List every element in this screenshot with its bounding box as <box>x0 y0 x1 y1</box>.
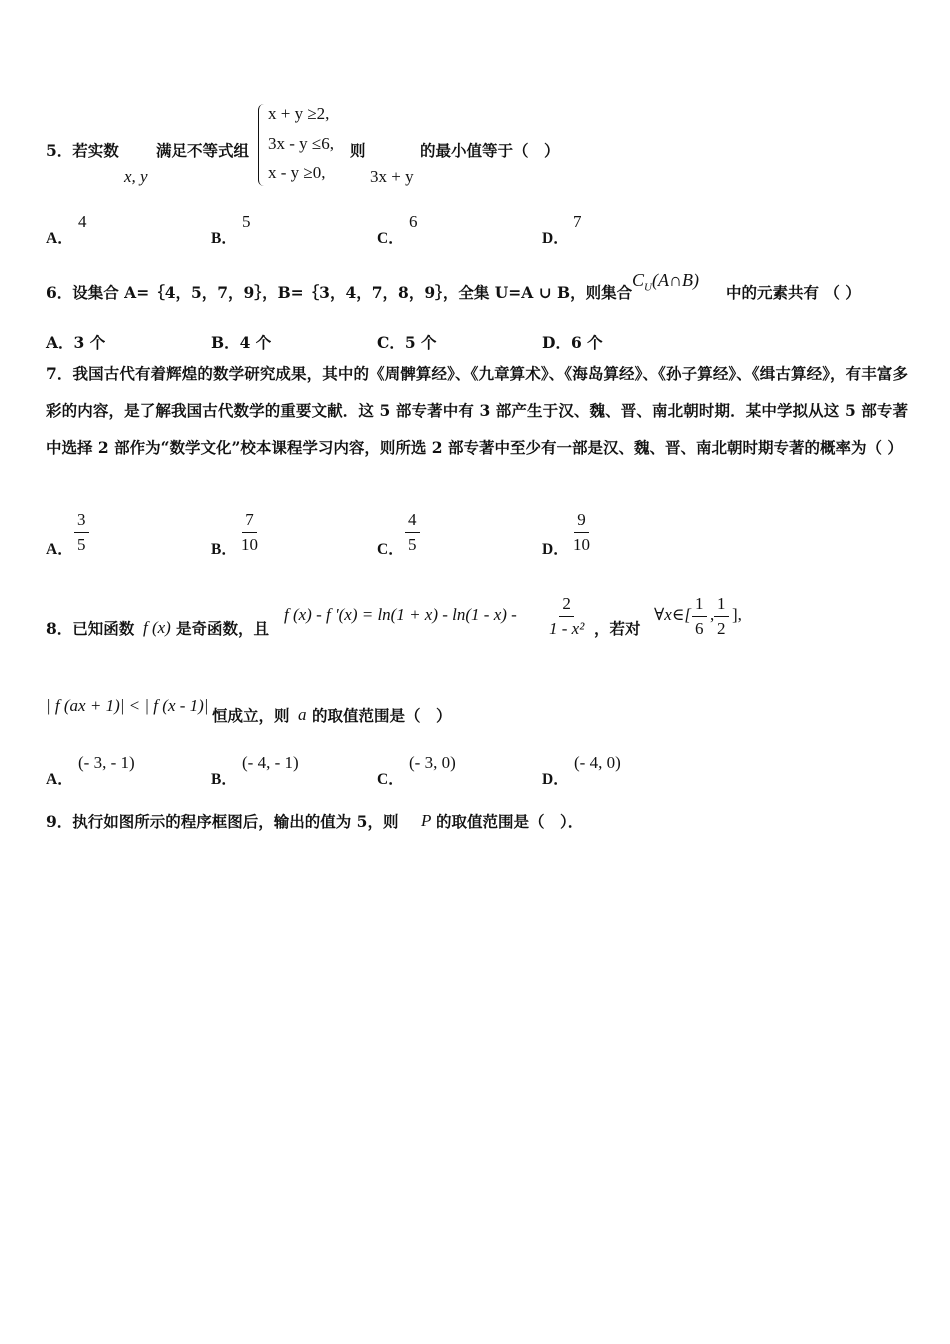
q8-interval-sep: , <box>710 605 715 624</box>
q5-option-d-value: 7 <box>573 212 582 231</box>
q7-option-d-letter: D． <box>542 541 569 558</box>
q8-option-a-value: (- 3, - 1) <box>78 753 135 772</box>
q6-prefix: 6．设集合 A=｛4，5，7，9｝，B=｛3，4，7，8，9｝，全集 U=A ∪ B，则集合 <box>46 283 633 302</box>
q8-interval-upper: $\frac{1}{2}$ <box>714 594 729 638</box>
q7-option-b-fraction: $\frac{7}{10}$ <box>241 510 258 554</box>
q6-complement-expr <box>632 270 699 294</box>
q5-suffix: 的最小值等于（ ） <box>420 141 560 160</box>
q8-option-d-letter: D． <box>542 771 569 788</box>
q8-forall: ∀x∈[ <box>654 605 692 624</box>
q5-option-d-letter: D． <box>542 230 569 247</box>
q8-option-d-value: (- 4, 0) <box>574 753 621 772</box>
q5-option-a-letter: A． <box>46 230 73 247</box>
q8-option-c-value: (- 3, 0) <box>409 753 456 772</box>
q5-option-c-value: 6 <box>409 212 418 231</box>
q6-expr-sub: U <box>644 281 652 294</box>
q6-expr-rest: (A∩B) <box>651 270 699 290</box>
q7-option-d-fraction: $\frac{9}{10}$ <box>573 510 590 554</box>
q5-prefix: 5．若实数 <box>46 141 119 160</box>
q5-mid: 满足不等式组 <box>156 141 250 160</box>
q5-ineq-1: x + y ≥2, <box>268 104 330 123</box>
q5-ineq-2: 3x - y ≤6, <box>268 134 334 153</box>
q5-vars: x, y <box>124 167 148 186</box>
q8-line2-mid: 恒成立，则 <box>212 706 290 725</box>
q8-equation-fraction: $\frac{2}{\text{1 - x²}}$ <box>549 594 585 638</box>
q7-option-b-letter: B． <box>211 541 237 558</box>
q6-suffix: 中的元素共有 （ ） <box>726 283 861 302</box>
q6-option-d: D．6 个 <box>542 333 603 352</box>
q8-if: ，若对 <box>594 619 641 638</box>
q8-var-a: a <box>298 705 307 724</box>
q8-equation-left: f (x) - f '(x) = ln(1 + x) - ln(1 - x) - <box>284 605 517 624</box>
q5-option-b-letter: B． <box>211 230 237 247</box>
q8-interval-close: ], <box>732 605 742 624</box>
q5-option-a-value: 4 <box>78 212 87 231</box>
q6-option-b: B．4 个 <box>211 333 272 352</box>
q8-interval-lower: $\frac{1}{6}$ <box>692 594 707 638</box>
q5-then: 则 <box>350 141 366 160</box>
q9-prefix: 9．执行如图所示的程序框图后，输出的值为 5，则 <box>46 812 399 831</box>
q5-brace <box>258 104 267 186</box>
q8-line2-suffix: 的取值范围是（ ） <box>312 706 452 725</box>
q8-inequality: | f (ax + 1)| < | f (x - 1)| <box>46 696 209 715</box>
q5-option-b-value: 5 <box>242 212 251 231</box>
q8-option-c-letter: C． <box>377 771 404 788</box>
q8-option-b-letter: B． <box>211 771 237 788</box>
q9-suffix: 的取值范围是（ ）． <box>436 812 584 831</box>
q5-option-c-letter: C． <box>377 230 404 247</box>
q7-option-a-letter: A． <box>46 541 73 558</box>
q5-target: 3x + y <box>370 167 414 186</box>
q5-ineq-3: x - y ≥0, <box>268 163 326 182</box>
q7-text: 7．我国古代有着辉煌的数学研究成果，其中的《周髀算经》、《九章算术》、《海岛算经》、《孙子算经》、《缉古算经》，有丰富多彩的内容，是了解我国古代数学的重要文献．这 5 部专著中有 3 部产生于汉、魏、晋、南北朝时期．某中学拟从这 5 部专著中选择 2 部作为“数学文化”校本课程学习内容，则所选 2 部专著中至少有一部是汉、魏、晋、南北朝时期专著的概率为（ ） <box>46 364 908 457</box>
q8-fx: f (x) <box>143 618 171 637</box>
q8-mid: 是奇函数，且 <box>176 619 270 638</box>
q7-option-c-fraction: $\frac{4}{5}$ <box>405 510 420 554</box>
q6-expr-c: C <box>632 270 645 290</box>
q8-option-b-value: (- 4, - 1) <box>242 753 299 772</box>
q9-var-p: P <box>421 811 432 830</box>
q6-option-c: C．5 个 <box>377 333 437 352</box>
q8-prefix: 8．已知函数 <box>46 619 135 638</box>
q7-option-c-letter: C． <box>377 541 404 558</box>
q8-option-a-letter: A． <box>46 771 73 788</box>
q7-option-a-fraction: $\frac{3}{5}$ <box>74 510 89 554</box>
q6-option-a: A．3 个 <box>46 333 106 352</box>
